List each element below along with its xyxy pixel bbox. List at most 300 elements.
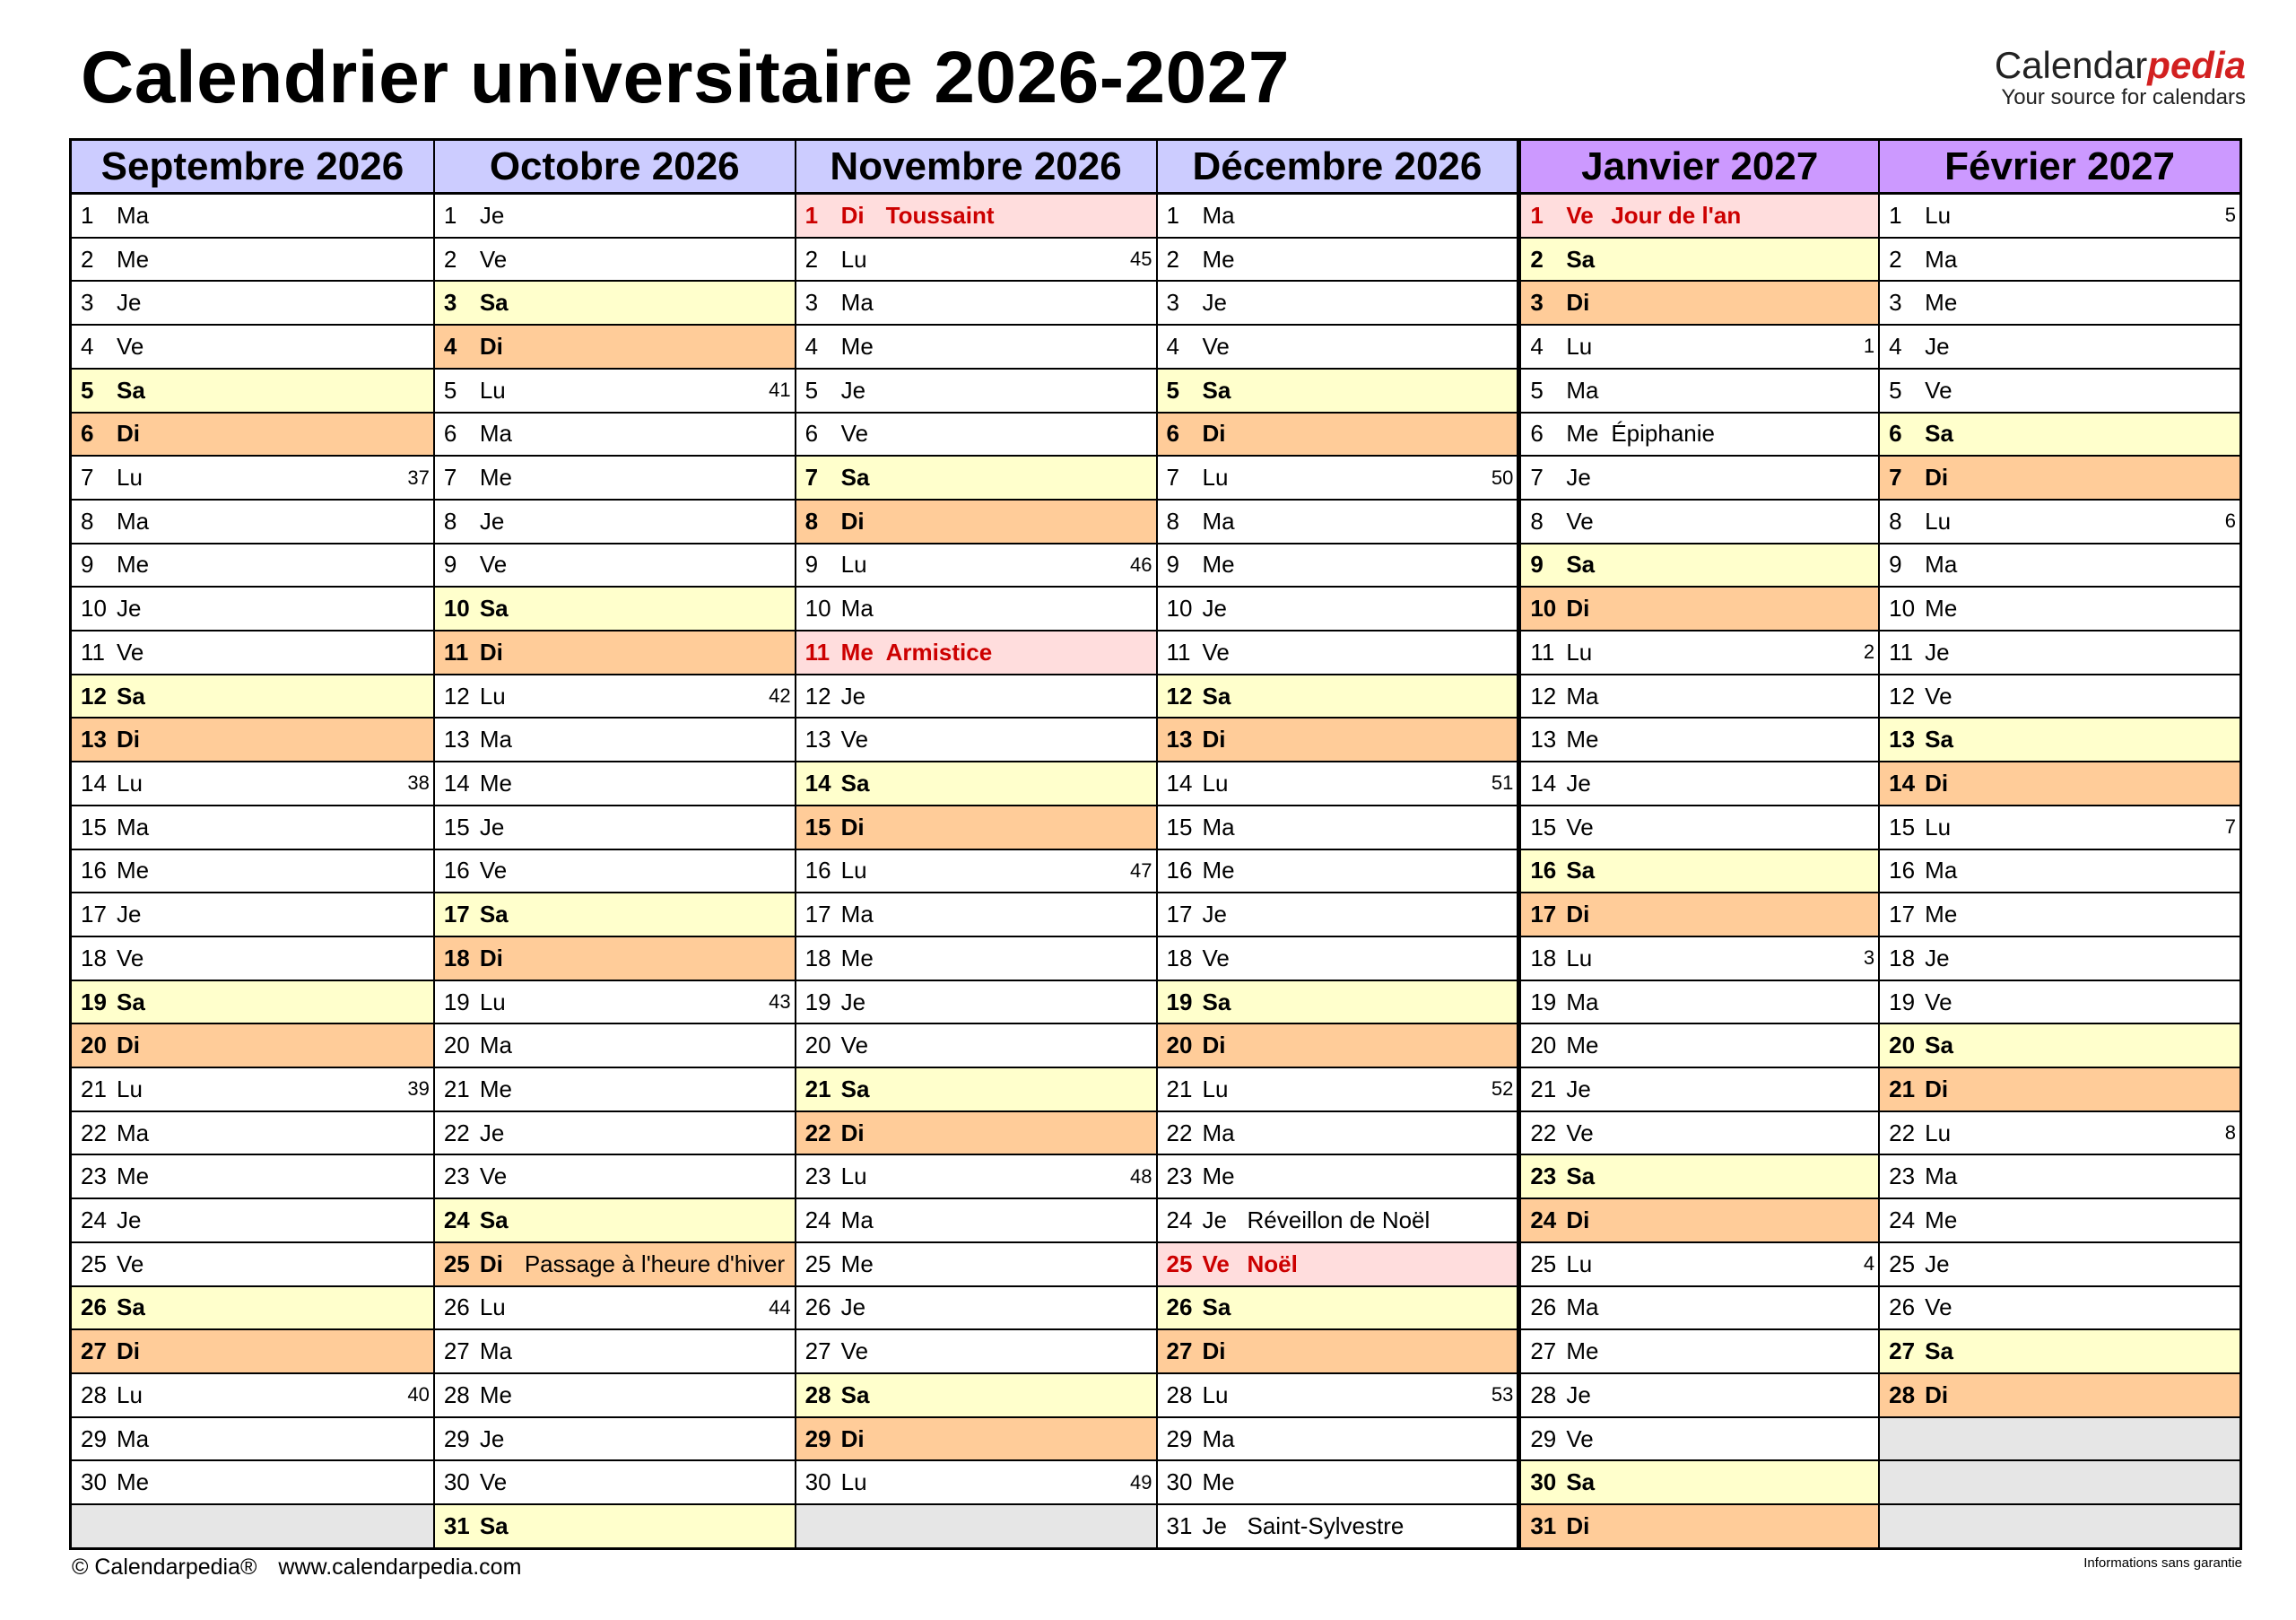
weekday-label: Je <box>1202 1206 1227 1234</box>
weekday-label: Di <box>1566 1206 1590 1234</box>
day-number: 30 <box>81 1468 107 1496</box>
weekday-label: Lu <box>479 376 506 404</box>
day-number: 4 <box>443 332 457 360</box>
holiday-label: Jour de l'an <box>1611 201 1742 229</box>
weekday-label: Je <box>1202 595 1227 623</box>
weekday-label: Ve <box>1202 1250 1230 1277</box>
day-number: 9 <box>1530 551 1544 579</box>
empty-day-cell <box>1880 1505 2239 1547</box>
weekday-label: Ve <box>1202 332 1230 360</box>
weekday-label: Me <box>1925 289 1958 317</box>
day-row <box>435 675 795 719</box>
day-row <box>1521 414 1878 457</box>
month-column <box>1517 141 1878 1547</box>
day-number: 13 <box>1166 726 1193 753</box>
weekday-label: Me <box>1202 857 1235 884</box>
day-number: 16 <box>1889 857 1916 884</box>
day-number: 14 <box>1166 769 1193 797</box>
day-number: 13 <box>804 726 831 753</box>
day-number: 23 <box>443 1163 470 1190</box>
day-row <box>1880 719 2239 762</box>
day-number: 1 <box>443 201 457 229</box>
weekday-label: Lu <box>1566 638 1593 666</box>
day-number: 26 <box>1530 1293 1557 1321</box>
day-number: 25 <box>81 1250 107 1277</box>
day-row <box>1158 1287 1518 1331</box>
day-row <box>435 806 795 850</box>
day-row <box>435 1024 795 1068</box>
day-row <box>72 588 433 631</box>
day-number: 6 <box>1166 420 1179 448</box>
week-number: 4 <box>1863 1252 1875 1276</box>
week-number: 2 <box>1863 640 1875 664</box>
day-number: 14 <box>804 769 831 797</box>
day-row <box>796 981 1156 1025</box>
day-row <box>796 1287 1156 1331</box>
weekday-label: Ve <box>1566 507 1594 535</box>
day-row <box>1158 937 1518 981</box>
weekday-label: Sa <box>117 1293 145 1321</box>
day-number: 31 <box>443 1511 470 1539</box>
day-number: 19 <box>804 988 831 1015</box>
day-row <box>435 1155 795 1199</box>
day-number: 16 <box>1166 857 1193 884</box>
weekday-label: Me <box>1566 1337 1599 1365</box>
weekday-label: Lu <box>1566 1250 1593 1277</box>
day-number: 5 <box>1889 376 1902 404</box>
weekday-label: Ma <box>117 201 150 229</box>
weekday-label: Lu <box>117 769 143 797</box>
day-row <box>435 1068 795 1112</box>
day-number: 23 <box>1166 1163 1193 1190</box>
day-row <box>72 937 433 981</box>
day-row <box>1880 501 2239 544</box>
weekday-label: Ma <box>1202 813 1235 840</box>
day-number: 11 <box>1889 638 1914 666</box>
weekday-label: Di <box>1925 464 1949 492</box>
day-row <box>72 1461 433 1505</box>
weekday-label: Ma <box>1925 857 1958 884</box>
weekday-label: Di <box>1566 1511 1590 1539</box>
weekday-label: Ve <box>840 1032 869 1059</box>
day-row <box>796 457 1156 501</box>
weekday-label: Ve <box>1925 1293 1952 1321</box>
weekday-label: Ma <box>1925 245 1958 273</box>
weekday-label: Ma <box>479 1032 512 1059</box>
weekday-label: Lu <box>840 857 867 884</box>
weekday-label: Di <box>1566 289 1590 317</box>
weekday-label: Me <box>1925 901 1958 928</box>
day-row <box>796 1155 1156 1199</box>
weekday-label: Di <box>117 420 140 448</box>
day-number: 22 <box>1889 1119 1916 1146</box>
week-number: 41 <box>769 379 791 402</box>
day-number: 24 <box>81 1206 107 1234</box>
week-number: 39 <box>407 1077 430 1101</box>
day-row <box>796 239 1156 283</box>
weekday-label: Sa <box>1566 245 1596 273</box>
day-number: 14 <box>1889 769 1916 797</box>
day-row <box>1158 457 1518 501</box>
day-number: 14 <box>1530 769 1557 797</box>
day-number: 3 <box>1530 289 1544 317</box>
day-number: 2 <box>81 245 94 273</box>
weekday-label: Ve <box>479 245 508 273</box>
day-row <box>72 675 433 719</box>
day-number: 11 <box>804 638 831 666</box>
weekday-label: Je <box>840 1293 866 1321</box>
day-number: 27 <box>1530 1337 1557 1365</box>
day-row <box>796 1374 1156 1418</box>
weekday-label: Me <box>479 464 512 492</box>
day-row <box>1521 1418 1878 1462</box>
weekday-label: Lu <box>479 988 506 1015</box>
page-title: Calendrier universitaire 2026-2027 <box>81 37 1290 118</box>
day-number: 23 <box>1530 1163 1557 1190</box>
day-row <box>1158 719 1518 762</box>
day-row <box>435 762 795 806</box>
day-number: 12 <box>81 682 107 710</box>
weekday-label: Ma <box>117 1119 150 1146</box>
empty-day-cell <box>1880 1461 2239 1505</box>
day-row <box>435 195 795 239</box>
weekday-label: Sa <box>1925 1337 1953 1365</box>
month-header: Septembre 2026 <box>72 141 433 195</box>
day-number: 23 <box>1889 1163 1916 1190</box>
day-row <box>1880 1330 2239 1374</box>
day-row <box>72 1068 433 1112</box>
day-row <box>1521 1287 1878 1331</box>
weekday-label: Sa <box>117 988 145 1015</box>
month-header: Février 2027 <box>1880 141 2239 195</box>
day-row <box>1521 675 1878 719</box>
weekday-label: Di <box>1925 1075 1949 1102</box>
day-number: 15 <box>443 813 470 840</box>
day-row <box>435 1418 795 1462</box>
day-row <box>435 457 795 501</box>
weekday-label: Lu <box>1925 813 1952 840</box>
day-row <box>796 414 1156 457</box>
weekday-label: Me <box>1566 726 1599 753</box>
day-row <box>1521 501 1878 544</box>
day-number: 31 <box>1530 1511 1557 1539</box>
footer-credits <box>72 1555 521 1581</box>
day-number: 2 <box>804 245 819 273</box>
weekday-label: Ma <box>840 595 874 623</box>
day-row <box>72 1024 433 1068</box>
empty-day-cell <box>1880 1418 2239 1462</box>
day-number: 24 <box>804 1206 831 1234</box>
day-row <box>72 806 433 850</box>
day-number: 22 <box>443 1119 470 1146</box>
day-number: 29 <box>1166 1424 1193 1452</box>
week-number: 45 <box>1130 248 1152 271</box>
day-row <box>1521 457 1878 501</box>
day-row <box>796 501 1156 544</box>
day-row <box>1880 1112 2239 1156</box>
month-header: Novembre 2026 <box>796 141 1156 195</box>
week-number: 50 <box>1491 466 1514 489</box>
day-number: 12 <box>1166 682 1193 710</box>
day-row <box>435 981 795 1025</box>
day-row <box>1521 981 1878 1025</box>
day-number: 17 <box>443 901 470 928</box>
day-row <box>1880 762 2239 806</box>
week-number: 44 <box>769 1295 791 1319</box>
day-number: 15 <box>1530 813 1557 840</box>
weekday-label: Sa <box>479 901 509 928</box>
day-row <box>1158 1199 1518 1243</box>
weekday-label: Ve <box>117 1250 144 1277</box>
footer-url-link[interactable]: www.calendarpedia.com <box>278 1555 522 1580</box>
holiday-label: Passage à l'heure d'hiver <box>524 1250 786 1277</box>
day-number: 19 <box>81 988 107 1015</box>
weekday-label: Sa <box>1566 1468 1596 1496</box>
weekday-label: Ve <box>479 551 508 579</box>
day-row <box>435 937 795 981</box>
day-number: 27 <box>81 1337 107 1365</box>
day-row <box>1521 370 1878 414</box>
day-list <box>1158 195 1518 1547</box>
day-number: 22 <box>1530 1119 1557 1146</box>
day-number: 20 <box>81 1032 107 1059</box>
day-row <box>1158 282 1518 326</box>
day-row <box>796 762 1156 806</box>
weekday-label: Me <box>479 1380 512 1408</box>
weekday-label: Lu <box>1202 464 1229 492</box>
weekday-label: Ma <box>1202 507 1235 535</box>
weekday-label: Je <box>117 1206 142 1234</box>
weekday-label: Ve <box>840 420 869 448</box>
day-list <box>1521 195 1878 1547</box>
day-number: 23 <box>804 1163 831 1190</box>
day-row <box>72 981 433 1025</box>
day-number: 20 <box>1889 1032 1916 1059</box>
day-row <box>1158 806 1518 850</box>
weekday-label: Ma <box>840 901 874 928</box>
weekday-label: Ve <box>1925 682 1952 710</box>
day-number: 4 <box>1530 332 1544 360</box>
weekday-label: Di <box>479 944 503 971</box>
weekday-label: Lu <box>1202 769 1229 797</box>
day-number: 21 <box>1530 1075 1557 1102</box>
weekday-label: Je <box>1925 944 1950 971</box>
day-number: 19 <box>1166 988 1193 1015</box>
day-number: 27 <box>1166 1337 1193 1365</box>
day-row <box>1521 893 1878 937</box>
weekday-label: Ve <box>117 638 144 666</box>
day-row <box>1521 937 1878 981</box>
day-row <box>72 1374 433 1418</box>
brand-name <box>1995 45 2246 86</box>
day-row <box>435 1287 795 1331</box>
day-number: 6 <box>804 420 819 448</box>
weekday-label: Lu <box>1202 1075 1229 1102</box>
weekday-label: Lu <box>117 464 143 492</box>
weekday-label: Sa <box>840 769 870 797</box>
day-row <box>435 719 795 762</box>
week-number: 38 <box>407 771 430 795</box>
day-row <box>1880 675 2239 719</box>
weekday-label: Je <box>1202 289 1227 317</box>
weekday-label: Je <box>1566 769 1591 797</box>
day-number: 25 <box>1166 1250 1193 1277</box>
day-row <box>1880 370 2239 414</box>
holiday-label: Toussaint <box>885 201 995 229</box>
day-number: 26 <box>804 1293 831 1321</box>
day-row <box>435 1374 795 1418</box>
day-number: 14 <box>81 769 107 797</box>
weekday-label: Sa <box>1202 988 1231 1015</box>
weekday-label: Je <box>1566 1075 1591 1102</box>
weekday-label: Di <box>840 201 865 229</box>
day-number: 16 <box>443 857 470 884</box>
day-number: 17 <box>1530 901 1557 928</box>
weekday-label: Sa <box>1566 551 1596 579</box>
weekday-label: Me <box>1566 1032 1599 1059</box>
weekday-label: Ma <box>1925 1163 1958 1190</box>
day-number: 22 <box>804 1119 831 1146</box>
weekday-label: Sa <box>479 289 509 317</box>
day-number: 5 <box>81 376 94 404</box>
weekday-label: Di <box>840 813 865 840</box>
day-number: 11 <box>81 638 105 666</box>
week-number: 40 <box>407 1383 430 1407</box>
day-row <box>72 850 433 894</box>
day-number: 30 <box>443 1468 470 1496</box>
weekday-label: Sa <box>479 1206 509 1234</box>
month-column <box>1878 141 2239 1547</box>
day-row <box>1158 1461 1518 1505</box>
day-number: 12 <box>443 682 470 710</box>
brand-logo[interactable] <box>1995 45 2246 109</box>
day-row <box>796 631 1156 675</box>
day-row <box>1880 937 2239 981</box>
day-row <box>796 719 1156 762</box>
day-row <box>1880 806 2239 850</box>
day-row <box>435 370 795 414</box>
day-row <box>1880 1243 2239 1287</box>
weekday-label: Lu <box>1925 1119 1952 1146</box>
day-number: 31 <box>1166 1511 1193 1539</box>
day-row <box>1158 981 1518 1025</box>
day-number: 8 <box>1889 507 1902 535</box>
day-number: 2 <box>1889 245 1902 273</box>
day-row <box>72 414 433 457</box>
day-row <box>796 1112 1156 1156</box>
day-number: 26 <box>1889 1293 1916 1321</box>
day-number: 15 <box>81 813 107 840</box>
weekday-label: Lu <box>840 1468 867 1496</box>
weekday-label: Ma <box>479 420 512 448</box>
day-number: 9 <box>443 551 457 579</box>
weekday-label: Ma <box>1566 1293 1599 1321</box>
day-row <box>435 326 795 370</box>
month-header: Décembre 2026 <box>1158 141 1518 195</box>
day-number: 26 <box>1166 1293 1193 1321</box>
day-row <box>1880 631 2239 675</box>
month-column <box>72 141 433 1547</box>
weekday-label: Di <box>1202 1032 1226 1059</box>
day-row <box>1158 1068 1518 1112</box>
weekday-label: Me <box>1202 1163 1235 1190</box>
day-number: 18 <box>1530 944 1557 971</box>
day-row <box>72 1243 433 1287</box>
day-number: 5 <box>443 376 457 404</box>
day-row <box>1521 1374 1878 1418</box>
day-number: 25 <box>1889 1250 1916 1277</box>
weekday-label: Ma <box>1566 988 1599 1015</box>
weekday-label: Me <box>840 944 874 971</box>
day-row <box>1158 850 1518 894</box>
day-number: 16 <box>81 857 107 884</box>
month-column <box>795 141 1156 1547</box>
weekday-label: Je <box>1202 1511 1227 1539</box>
empty-day-cell <box>72 1505 433 1547</box>
day-row <box>1880 1155 2239 1199</box>
day-number: 19 <box>1530 988 1557 1015</box>
day-number: 8 <box>1530 507 1544 535</box>
day-number: 9 <box>1166 551 1179 579</box>
day-number: 1 <box>1166 201 1179 229</box>
day-row <box>435 1505 795 1547</box>
day-row <box>72 762 433 806</box>
weekday-label: Me <box>840 332 874 360</box>
day-row <box>1521 282 1878 326</box>
day-row <box>796 806 1156 850</box>
weekday-label: Di <box>117 726 140 753</box>
day-row <box>72 326 433 370</box>
weekday-label: Ve <box>1566 1119 1594 1146</box>
week-number: 53 <box>1491 1383 1514 1407</box>
day-row <box>796 1024 1156 1068</box>
weekday-label: Me <box>1202 551 1235 579</box>
weekday-label: Ve <box>1202 944 1230 971</box>
day-number: 21 <box>1166 1075 1193 1102</box>
weekday-label: Sa <box>1202 1293 1231 1321</box>
day-number: 16 <box>1530 857 1557 884</box>
day-number: 13 <box>1530 726 1557 753</box>
day-row <box>72 1287 433 1331</box>
day-row <box>1158 631 1518 675</box>
day-number: 23 <box>81 1163 107 1190</box>
day-row <box>796 1418 1156 1462</box>
day-number: 12 <box>1889 682 1916 710</box>
holiday-label: Épiphanie <box>1611 420 1715 448</box>
week-number: 49 <box>1130 1470 1152 1494</box>
day-row <box>796 1330 1156 1374</box>
week-number: 52 <box>1491 1077 1514 1101</box>
day-row <box>1158 239 1518 283</box>
weekday-label: Je <box>840 988 866 1015</box>
day-number: 8 <box>804 507 819 535</box>
day-number: 7 <box>443 464 457 492</box>
day-number: 13 <box>443 726 470 753</box>
week-number: 51 <box>1491 771 1514 795</box>
day-row <box>796 195 1156 239</box>
weekday-label: Je <box>479 507 505 535</box>
day-row <box>72 893 433 937</box>
day-number: 15 <box>804 813 831 840</box>
weekday-label: Ma <box>840 289 874 317</box>
day-row <box>72 195 433 239</box>
day-number: 20 <box>1166 1032 1193 1059</box>
weekday-label: Ma <box>1202 1424 1235 1452</box>
day-number: 14 <box>443 769 470 797</box>
weekday-label: Sa <box>1925 726 1953 753</box>
day-number: 10 <box>443 595 470 623</box>
day-row <box>1158 544 1518 588</box>
